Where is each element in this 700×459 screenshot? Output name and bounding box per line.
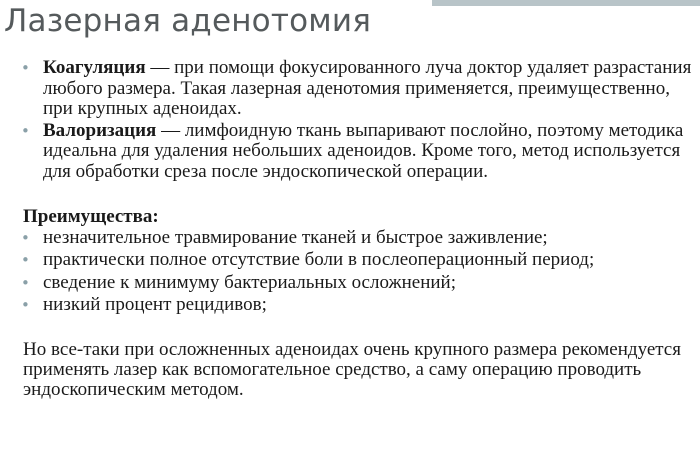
list-item bbox=[0, 58, 700, 120]
method-description: — лимфоидную ткань выпаривают послойно, поэтому методика идеальна для удаления небольших аденоидов. Кроме того, метод используется для обработки среза после эндоскопической операции. bbox=[43, 119, 684, 182]
method-term: Коагуляция bbox=[43, 57, 146, 78]
header-accent-bar bbox=[432, 0, 700, 6]
conclusion-paragraph: Но все-таки при осложненных аденоидах очень крупного размера рекомендуется применять лазер как вспомогательное средство, а саму операцию проводить эндоскопическим методом. bbox=[23, 338, 681, 400]
method-description: — при помощи фокусированного луча доктор удаляет разрастания любого размера. Такая лазерная аденотомия применяется, преимущественно, при крупных аденоидах. bbox=[43, 57, 692, 119]
advantages-heading: Преимущества: bbox=[23, 206, 159, 227]
advantages-list bbox=[0, 228, 700, 316]
page-title: Лазерная аденотомия bbox=[4, 3, 372, 39]
advantage-text: практически полное отсутствие боли в послеоперационный период; bbox=[43, 249, 595, 270]
list-item bbox=[0, 250, 700, 271]
bullet-icon: • bbox=[21, 59, 30, 77]
bullet-icon: • bbox=[21, 251, 30, 269]
advantage-text: низкий процент рецидивов; bbox=[43, 294, 267, 315]
bullet-icon: • bbox=[21, 228, 30, 247]
method-term: Валоризация bbox=[43, 119, 157, 141]
list-item bbox=[0, 228, 700, 249]
advantage-text: сведение к минимуму бактериальных осложнений; bbox=[43, 271, 456, 293]
list-item bbox=[0, 295, 700, 316]
bullet-icon: • bbox=[21, 121, 30, 140]
bullet-icon: • bbox=[21, 296, 30, 314]
list-item bbox=[0, 273, 700, 294]
advantage-text: незначительное травмирование тканей и быстрое заживление; bbox=[43, 226, 548, 248]
bullet-icon: • bbox=[21, 273, 30, 292]
list-item bbox=[0, 121, 700, 183]
methods-list bbox=[0, 58, 700, 182]
slide-body bbox=[0, 58, 700, 400]
